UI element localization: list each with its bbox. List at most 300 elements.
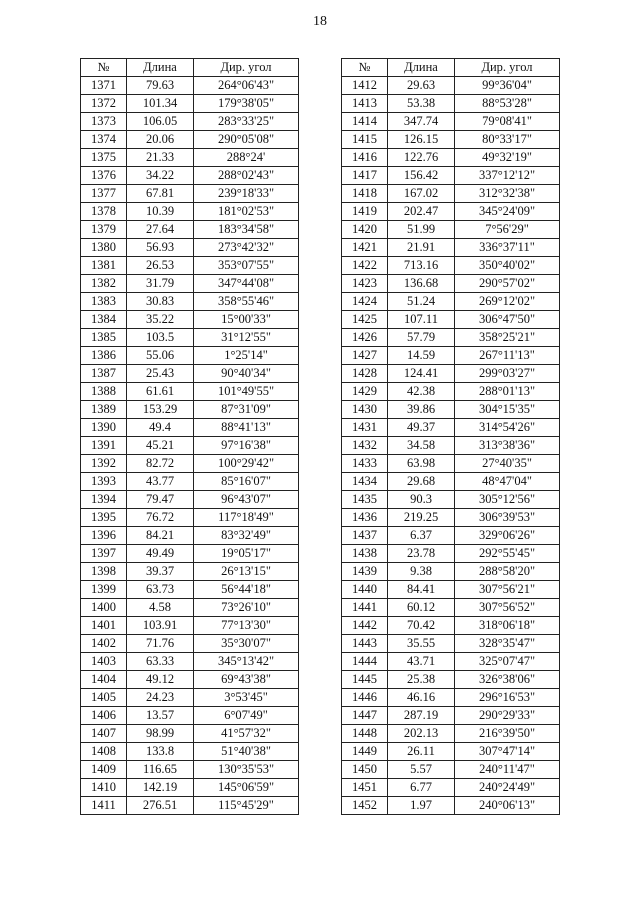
cell-number: 1411 [81,797,127,815]
cell-length: 51.99 [388,221,455,239]
cell-number: 1413 [342,95,388,113]
cell-length: 49.37 [388,419,455,437]
cell-number: 1393 [81,473,127,491]
cell-number: 1423 [342,275,388,293]
table-row [342,311,560,329]
cell-length: 35.55 [388,635,455,653]
cell-number: 1412 [342,77,388,95]
table-row [342,563,560,581]
cell-number: 1403 [81,653,127,671]
cell-angle: 305°12'56" [455,491,560,509]
cell-angle: 288°01'13" [455,383,560,401]
cell-length: 34.58 [388,437,455,455]
cell-angle: 101°49'55" [194,383,299,401]
cell-number: 1395 [81,509,127,527]
cell-number: 1440 [342,581,388,599]
cell-angle: 88°41'13" [194,419,299,437]
cell-angle: 269°12'02" [455,293,560,311]
cell-number: 1372 [81,95,127,113]
cell-number: 1421 [342,239,388,257]
cell-angle: 216°39'50" [455,725,560,743]
table-row [81,77,299,95]
table-row [81,221,299,239]
cell-number: 1434 [342,473,388,491]
table-row [81,455,299,473]
cell-number: 1417 [342,167,388,185]
table-row [81,545,299,563]
cell-length: 53.38 [388,95,455,113]
cell-number: 1407 [81,725,127,743]
cell-length: 43.71 [388,653,455,671]
table-row [342,419,560,437]
cell-angle: 183°34'58" [194,221,299,239]
cell-angle: 51°40'38" [194,743,299,761]
cell-angle: 312°32'38" [455,185,560,203]
cell-number: 1419 [342,203,388,221]
cell-number: 1399 [81,581,127,599]
cell-angle: 350°40'02" [455,257,560,275]
cell-length: 76.72 [127,509,194,527]
coordinates-table-right [341,58,560,815]
cell-angle: 264°06'43" [194,77,299,95]
cell-number: 1387 [81,365,127,383]
cell-number: 1414 [342,113,388,131]
cell-length: 101.34 [127,95,194,113]
table-row [342,275,560,293]
cell-length: 202.47 [388,203,455,221]
cell-number: 1384 [81,311,127,329]
cell-angle: 80°33'17" [455,131,560,149]
cell-number: 1449 [342,743,388,761]
table-row [342,131,560,149]
table-row [342,509,560,527]
cell-angle: 96°43'07" [194,491,299,509]
cell-angle: 31°12'55" [194,329,299,347]
cell-number: 1416 [342,149,388,167]
cell-length: 34.22 [127,167,194,185]
table-row [81,329,299,347]
table-row [342,617,560,635]
cell-number: 1436 [342,509,388,527]
cell-length: 71.76 [127,635,194,653]
cell-length: 60.12 [388,599,455,617]
cell-number: 1382 [81,275,127,293]
cell-number: 1444 [342,653,388,671]
cell-length: 24.23 [127,689,194,707]
cell-length: 9.38 [388,563,455,581]
cell-angle: 328°35'47" [455,635,560,653]
cell-number: 1442 [342,617,388,635]
header-num: № [81,59,127,77]
table-row [81,581,299,599]
cell-number: 1404 [81,671,127,689]
cell-number: 1415 [342,131,388,149]
cell-number: 1386 [81,347,127,365]
table-row [81,779,299,797]
cell-number: 1443 [342,635,388,653]
table-row [342,671,560,689]
cell-length: 30.83 [127,293,194,311]
cell-length: 51.24 [388,293,455,311]
cell-length: 35.22 [127,311,194,329]
cell-length: 14.59 [388,347,455,365]
cell-length: 122.76 [388,149,455,167]
cell-angle: 290°57'02" [455,275,560,293]
cell-angle: 7°56'29" [455,221,560,239]
cell-angle: 267°11'13" [455,347,560,365]
cell-angle: 90°40'34" [194,365,299,383]
cell-angle: 27°40'35" [455,455,560,473]
table-row [81,293,299,311]
cell-angle: 306°39'53" [455,509,560,527]
cell-length: 126.15 [388,131,455,149]
cell-angle: 292°55'45" [455,545,560,563]
table-header-row [342,59,560,77]
cell-number: 1429 [342,383,388,401]
cell-angle: 79°08'41" [455,113,560,131]
cell-angle: 56°44'18" [194,581,299,599]
table-header-row [81,59,299,77]
table-row [81,275,299,293]
table-row [342,725,560,743]
cell-number: 1394 [81,491,127,509]
cell-length: 276.51 [127,797,194,815]
cell-angle: 73°26'10" [194,599,299,617]
cell-length: 67.81 [127,185,194,203]
cell-number: 1405 [81,689,127,707]
table-row [342,77,560,95]
cell-angle: 181°02'53" [194,203,299,221]
table-row [342,707,560,725]
cell-angle: 288°24' [194,149,299,167]
cell-length: 63.98 [388,455,455,473]
table-row [81,707,299,725]
cell-angle: 337°12'12" [455,167,560,185]
cell-angle: 69°43'38" [194,671,299,689]
table-row [81,743,299,761]
cell-number: 1446 [342,689,388,707]
table-row [342,95,560,113]
cell-length: 43.77 [127,473,194,491]
table-row [342,167,560,185]
cell-angle: 240°24'49" [455,779,560,797]
table-row [342,221,560,239]
table-row [342,527,560,545]
cell-length: 25.43 [127,365,194,383]
table-row [81,113,299,131]
cell-number: 1447 [342,707,388,725]
cell-number: 1396 [81,527,127,545]
cell-number: 1431 [342,419,388,437]
cell-number: 1430 [342,401,388,419]
cell-angle: 100°29'42" [194,455,299,473]
cell-length: 347.74 [388,113,455,131]
cell-length: 116.65 [127,761,194,779]
cell-length: 49.49 [127,545,194,563]
cell-length: 55.06 [127,347,194,365]
cell-length: 49.4 [127,419,194,437]
cell-length: 63.73 [127,581,194,599]
cell-number: 1397 [81,545,127,563]
cell-angle: 314°54'26" [455,419,560,437]
table-row [81,185,299,203]
table-row [81,383,299,401]
cell-number: 1388 [81,383,127,401]
table-row [81,671,299,689]
cell-number: 1432 [342,437,388,455]
cell-length: 13.57 [127,707,194,725]
table-row [81,527,299,545]
cell-angle: 85°16'07" [194,473,299,491]
cell-number: 1400 [81,599,127,617]
table-row [342,491,560,509]
cell-angle: 313°38'36" [455,437,560,455]
cell-angle: 358°25'21" [455,329,560,347]
table-row [342,329,560,347]
cell-angle: 336°37'11" [455,239,560,257]
cell-angle: 41°57'32" [194,725,299,743]
table-row [342,653,560,671]
cell-number: 1438 [342,545,388,563]
table-row [342,779,560,797]
cell-angle: 307°56'21" [455,581,560,599]
cell-length: 133.8 [127,743,194,761]
cell-angle: 97°16'38" [194,437,299,455]
cell-angle: 117°18'49" [194,509,299,527]
cell-angle: 288°58'20" [455,563,560,581]
cell-angle: 19°05'17" [194,545,299,563]
cell-angle: 35°30'07" [194,635,299,653]
cell-length: 25.38 [388,671,455,689]
table-row [81,149,299,167]
table-row [81,509,299,527]
cell-length: 61.61 [127,383,194,401]
cell-number: 1435 [342,491,388,509]
cell-angle: 325°07'47" [455,653,560,671]
cell-length: 39.37 [127,563,194,581]
cell-length: 98.99 [127,725,194,743]
cell-number: 1409 [81,761,127,779]
cell-length: 103.91 [127,617,194,635]
cell-length: 20.06 [127,131,194,149]
table-row [81,617,299,635]
cell-angle: 1°25'14" [194,347,299,365]
cell-length: 4.58 [127,599,194,617]
cell-angle: 307°56'52" [455,599,560,617]
table-row [81,473,299,491]
table-row [342,347,560,365]
cell-number: 1418 [342,185,388,203]
table-row [81,131,299,149]
table-row [342,239,560,257]
header-angle: Дир. угол [455,59,560,77]
table-row [81,239,299,257]
cell-length: 70.42 [388,617,455,635]
cell-angle: 130°35'53" [194,761,299,779]
cell-angle: 290°29'33" [455,707,560,725]
cell-angle: 15°00'33" [194,311,299,329]
table-row [81,689,299,707]
table-row [81,491,299,509]
table-row [81,95,299,113]
cell-angle: 240°11'47" [455,761,560,779]
table-row [81,599,299,617]
cell-number: 1398 [81,563,127,581]
cell-angle: 3°53'45" [194,689,299,707]
cell-angle: 353°07'55" [194,257,299,275]
table-row [81,401,299,419]
table-row [342,761,560,779]
cell-length: 39.86 [388,401,455,419]
cell-angle: 307°47'14" [455,743,560,761]
cell-length: 79.47 [127,491,194,509]
table-row [81,167,299,185]
cell-number: 1377 [81,185,127,203]
cell-angle: 145°06'59" [194,779,299,797]
table-row [342,257,560,275]
table-row [342,455,560,473]
cell-angle: 299°03'27" [455,365,560,383]
table-row [342,797,560,815]
cell-length: 287.19 [388,707,455,725]
cell-number: 1424 [342,293,388,311]
cell-length: 46.16 [388,689,455,707]
cell-length: 142.19 [127,779,194,797]
cell-length: 42.38 [388,383,455,401]
cell-length: 156.42 [388,167,455,185]
cell-length: 49.12 [127,671,194,689]
table-row [342,149,560,167]
cell-length: 23.78 [388,545,455,563]
table-row [81,257,299,275]
table-row [81,635,299,653]
cell-length: 153.29 [127,401,194,419]
cell-number: 1379 [81,221,127,239]
cell-angle: 326°38'06" [455,671,560,689]
cell-length: 713.16 [388,257,455,275]
cell-number: 1385 [81,329,127,347]
cell-length: 29.63 [388,77,455,95]
table-row [342,203,560,221]
table-row [342,545,560,563]
cell-number: 1420 [342,221,388,239]
cell-angle: 77°13'30" [194,617,299,635]
cell-number: 1392 [81,455,127,473]
table-row [81,761,299,779]
cell-length: 29.68 [388,473,455,491]
cell-angle: 318°06'18" [455,617,560,635]
cell-number: 1378 [81,203,127,221]
table-row [342,743,560,761]
cell-number: 1380 [81,239,127,257]
cell-number: 1373 [81,113,127,131]
cell-length: 84.41 [388,581,455,599]
cell-number: 1426 [342,329,388,347]
cell-angle: 306°47'50" [455,311,560,329]
cell-length: 6.37 [388,527,455,545]
cell-length: 57.79 [388,329,455,347]
cell-length: 90.3 [388,491,455,509]
table-row [342,365,560,383]
cell-angle: 88°53'28" [455,95,560,113]
table-row [81,203,299,221]
cell-number: 1439 [342,563,388,581]
cell-length: 45.21 [127,437,194,455]
table-row [81,653,299,671]
cell-length: 5.57 [388,761,455,779]
page-number: 18 [313,14,327,29]
cell-length: 21.91 [388,239,455,257]
cell-angle: 83°32'49" [194,527,299,545]
table-row [342,581,560,599]
cell-number: 1428 [342,365,388,383]
cell-length: 84.21 [127,527,194,545]
cell-length: 202.13 [388,725,455,743]
table-row [81,437,299,455]
cell-angle: 347°44'08" [194,275,299,293]
cell-number: 1451 [342,779,388,797]
table-row [342,473,560,491]
cell-number: 1383 [81,293,127,311]
cell-length: 26.11 [388,743,455,761]
table-row [81,419,299,437]
header-length: Длина [388,59,455,77]
table-row [81,797,299,815]
cell-number: 1406 [81,707,127,725]
cell-number: 1408 [81,743,127,761]
cell-length: 219.25 [388,509,455,527]
cell-length: 31.79 [127,275,194,293]
cell-angle: 288°02'43" [194,167,299,185]
cell-angle: 304°15'35" [455,401,560,419]
cell-length: 56.93 [127,239,194,257]
cell-number: 1391 [81,437,127,455]
cell-length: 103.5 [127,329,194,347]
table-row [81,311,299,329]
table-row [81,365,299,383]
table-row [81,725,299,743]
cell-length: 21.33 [127,149,194,167]
cell-angle: 87°31'09" [194,401,299,419]
cell-length: 26.53 [127,257,194,275]
cell-length: 63.33 [127,653,194,671]
cell-number: 1389 [81,401,127,419]
table-row [342,401,560,419]
coordinates-table-left [80,58,299,815]
cell-number: 1452 [342,797,388,815]
cell-angle: 358°55'46" [194,293,299,311]
cell-number: 1401 [81,617,127,635]
cell-number: 1371 [81,77,127,95]
table-row [81,563,299,581]
cell-angle: 26°13'15" [194,563,299,581]
cell-length: 136.68 [388,275,455,293]
cell-length: 167.02 [388,185,455,203]
cell-angle: 329°06'26" [455,527,560,545]
cell-angle: 115°45'29" [194,797,299,815]
cell-number: 1427 [342,347,388,365]
cell-angle: 99°36'04" [455,77,560,95]
cell-length: 79.63 [127,77,194,95]
cell-angle: 240°06'13" [455,797,560,815]
cell-number: 1433 [342,455,388,473]
table-row [342,113,560,131]
cell-number: 1448 [342,725,388,743]
cell-number: 1422 [342,257,388,275]
table-row [342,293,560,311]
table-row [342,383,560,401]
cell-number: 1390 [81,419,127,437]
